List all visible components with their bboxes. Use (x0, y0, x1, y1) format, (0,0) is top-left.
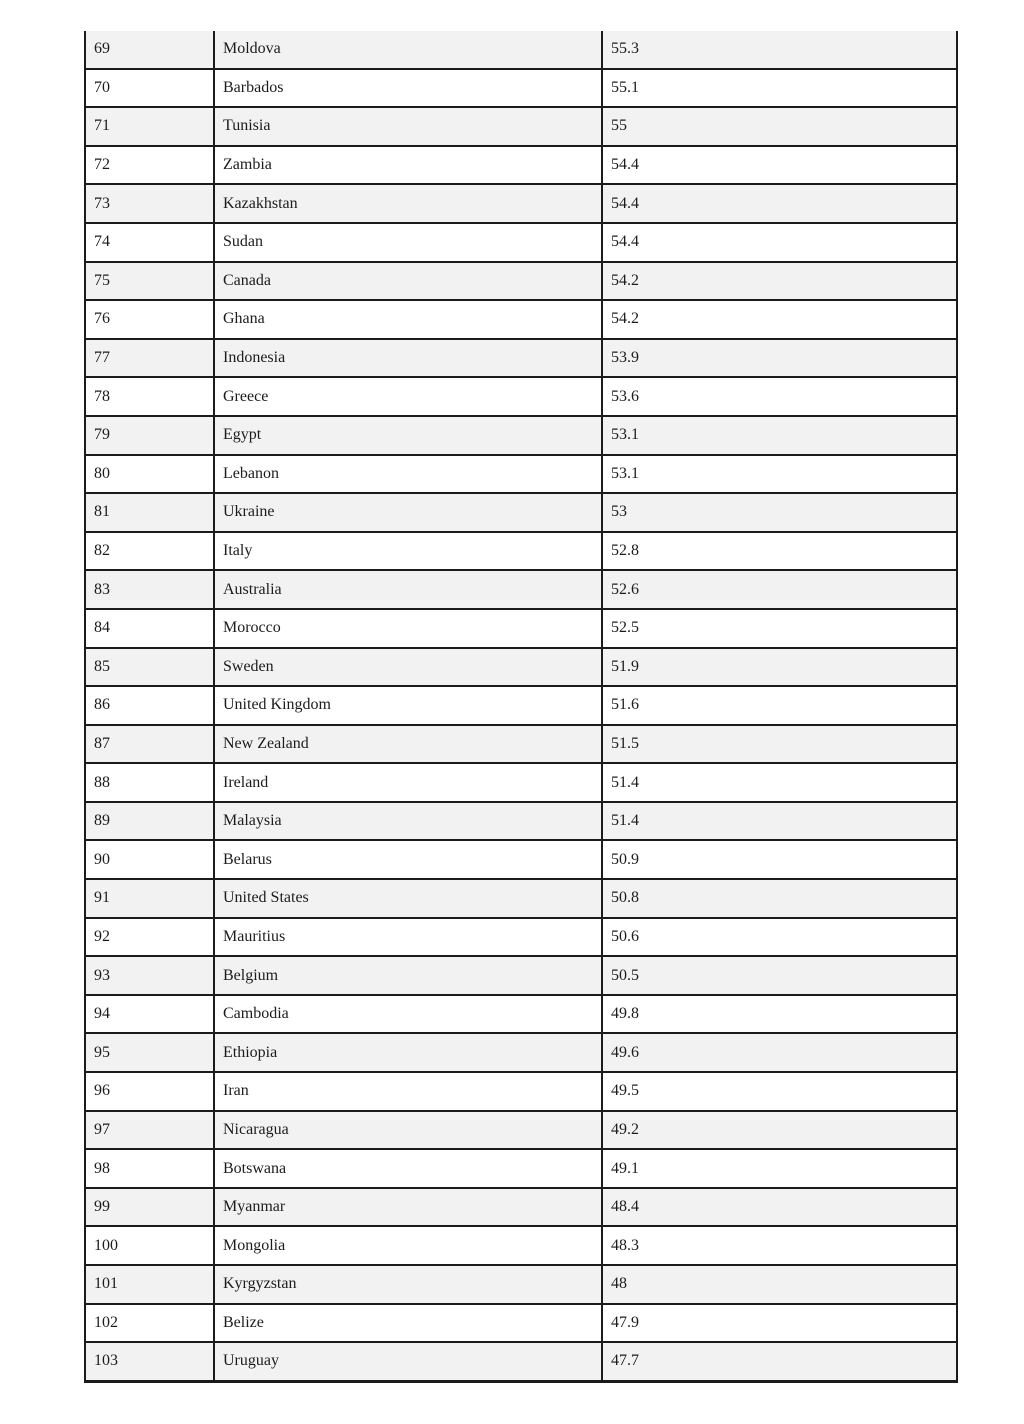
table-row (85, 1072, 957, 1111)
value-cell: 55.3 (602, 31, 957, 69)
value-cell: 53 (602, 493, 957, 532)
country-cell: Iran (214, 1072, 602, 1111)
rank-cell: 97 (85, 1111, 214, 1150)
country-cell: Egypt (214, 416, 602, 455)
value-cell: 48 (602, 1265, 957, 1304)
rank-cell: 100 (85, 1226, 214, 1265)
value-cell: 51.4 (602, 763, 957, 802)
value-cell: 54.2 (602, 262, 957, 301)
table-row (85, 1188, 957, 1227)
rank-cell: 91 (85, 879, 214, 918)
value-cell: 51.5 (602, 725, 957, 764)
country-cell: Sudan (214, 223, 602, 262)
table-row (85, 918, 957, 957)
table-row (85, 416, 957, 455)
table-row (85, 840, 957, 879)
country-cell: Mauritius (214, 918, 602, 957)
country-cell: Uruguay (214, 1342, 602, 1381)
table-row (85, 802, 957, 841)
table-row (85, 493, 957, 532)
table-row (85, 184, 957, 223)
value-cell: 53.1 (602, 455, 957, 494)
table-row (85, 1304, 957, 1343)
table-row (85, 956, 957, 995)
table-row (85, 300, 957, 339)
country-cell: Canada (214, 262, 602, 301)
table-row (85, 1226, 957, 1265)
rank-cell: 101 (85, 1265, 214, 1304)
table-row (85, 1111, 957, 1150)
rank-cell: 80 (85, 455, 214, 494)
table-row (85, 1342, 957, 1381)
country-cell: Cambodia (214, 995, 602, 1034)
table-row (85, 1149, 957, 1188)
rank-cell: 90 (85, 840, 214, 879)
table-row (85, 455, 957, 494)
table-row (85, 69, 957, 108)
rank-cell: 84 (85, 609, 214, 648)
country-cell: Belize (214, 1304, 602, 1343)
table-row (85, 725, 957, 764)
rank-cell: 71 (85, 107, 214, 146)
country-cell: Kyrgyzstan (214, 1265, 602, 1304)
table-row (85, 686, 957, 725)
value-cell: 48.3 (602, 1226, 957, 1265)
value-cell: 50.6 (602, 918, 957, 957)
value-cell: 55.1 (602, 69, 957, 108)
value-cell: 54.4 (602, 184, 957, 223)
table-row (85, 146, 957, 185)
country-cell: Australia (214, 570, 602, 609)
rank-cell: 75 (85, 262, 214, 301)
country-cell: Tunisia (214, 107, 602, 146)
value-cell: 49.1 (602, 1149, 957, 1188)
rank-cell: 86 (85, 686, 214, 725)
table-row (85, 107, 957, 146)
value-cell: 49.2 (602, 1111, 957, 1150)
table-row (85, 1033, 957, 1072)
country-cell: Morocco (214, 609, 602, 648)
rank-cell: 96 (85, 1072, 214, 1111)
rank-cell: 72 (85, 146, 214, 185)
rank-cell: 85 (85, 648, 214, 687)
rank-cell: 93 (85, 956, 214, 995)
table-row (85, 532, 957, 571)
value-cell: 50.5 (602, 956, 957, 995)
country-cell: Malaysia (214, 802, 602, 841)
rank-cell: 102 (85, 1304, 214, 1343)
rank-cell: 92 (85, 918, 214, 957)
table-body (85, 31, 957, 1381)
value-cell: 53.1 (602, 416, 957, 455)
country-cell: Indonesia (214, 339, 602, 378)
rank-cell: 78 (85, 377, 214, 416)
table-row (85, 262, 957, 301)
country-cell: Sweden (214, 648, 602, 687)
table-row (85, 570, 957, 609)
value-cell: 52.6 (602, 570, 957, 609)
rank-cell: 74 (85, 223, 214, 262)
value-cell: 53.6 (602, 377, 957, 416)
value-cell: 47.9 (602, 1304, 957, 1343)
rank-cell: 79 (85, 416, 214, 455)
rank-cell: 69 (85, 31, 214, 69)
country-cell: Belgium (214, 956, 602, 995)
country-ranking-table (84, 31, 958, 1383)
country-cell: United Kingdom (214, 686, 602, 725)
rank-cell: 81 (85, 493, 214, 532)
country-cell: Botswana (214, 1149, 602, 1188)
table-row (85, 31, 957, 69)
country-cell: Mongolia (214, 1226, 602, 1265)
rank-cell: 99 (85, 1188, 214, 1227)
rank-cell: 73 (85, 184, 214, 223)
country-cell: United States (214, 879, 602, 918)
table-row (85, 648, 957, 687)
table-row (85, 223, 957, 262)
country-cell: New Zealand (214, 725, 602, 764)
value-cell: 47.7 (602, 1342, 957, 1381)
value-cell: 55 (602, 107, 957, 146)
table-row (85, 995, 957, 1034)
rank-cell: 76 (85, 300, 214, 339)
country-cell: Ukraine (214, 493, 602, 532)
rank-cell: 87 (85, 725, 214, 764)
rank-cell: 98 (85, 1149, 214, 1188)
value-cell: 49.5 (602, 1072, 957, 1111)
country-cell: Ghana (214, 300, 602, 339)
table-row (85, 609, 957, 648)
value-cell: 54.4 (602, 223, 957, 262)
country-cell: Ireland (214, 763, 602, 802)
country-cell: Greece (214, 377, 602, 416)
value-cell: 49.8 (602, 995, 957, 1034)
country-cell: Barbados (214, 69, 602, 108)
value-cell: 50.9 (602, 840, 957, 879)
rank-cell: 77 (85, 339, 214, 378)
value-cell: 51.6 (602, 686, 957, 725)
country-cell: Kazakhstan (214, 184, 602, 223)
rank-cell: 94 (85, 995, 214, 1034)
value-cell: 54.2 (602, 300, 957, 339)
table-row (85, 339, 957, 378)
table-row (85, 763, 957, 802)
rank-cell: 89 (85, 802, 214, 841)
value-cell: 53.9 (602, 339, 957, 378)
table-row (85, 377, 957, 416)
country-cell: Belarus (214, 840, 602, 879)
value-cell: 48.4 (602, 1188, 957, 1227)
value-cell: 50.8 (602, 879, 957, 918)
table-row (85, 1265, 957, 1304)
table-row (85, 879, 957, 918)
country-cell: Ethiopia (214, 1033, 602, 1072)
rank-cell: 82 (85, 532, 214, 571)
country-cell: Lebanon (214, 455, 602, 494)
value-cell: 49.6 (602, 1033, 957, 1072)
rank-cell: 103 (85, 1342, 214, 1381)
value-cell: 51.4 (602, 802, 957, 841)
rank-cell: 88 (85, 763, 214, 802)
value-cell: 52.8 (602, 532, 957, 571)
rank-cell: 70 (85, 69, 214, 108)
rank-cell: 83 (85, 570, 214, 609)
country-cell: Nicaragua (214, 1111, 602, 1150)
value-cell: 52.5 (602, 609, 957, 648)
country-cell: Myanmar (214, 1188, 602, 1227)
rank-cell: 95 (85, 1033, 214, 1072)
country-cell: Moldova (214, 31, 602, 69)
value-cell: 51.9 (602, 648, 957, 687)
country-cell: Italy (214, 532, 602, 571)
country-cell: Zambia (214, 146, 602, 185)
value-cell: 54.4 (602, 146, 957, 185)
